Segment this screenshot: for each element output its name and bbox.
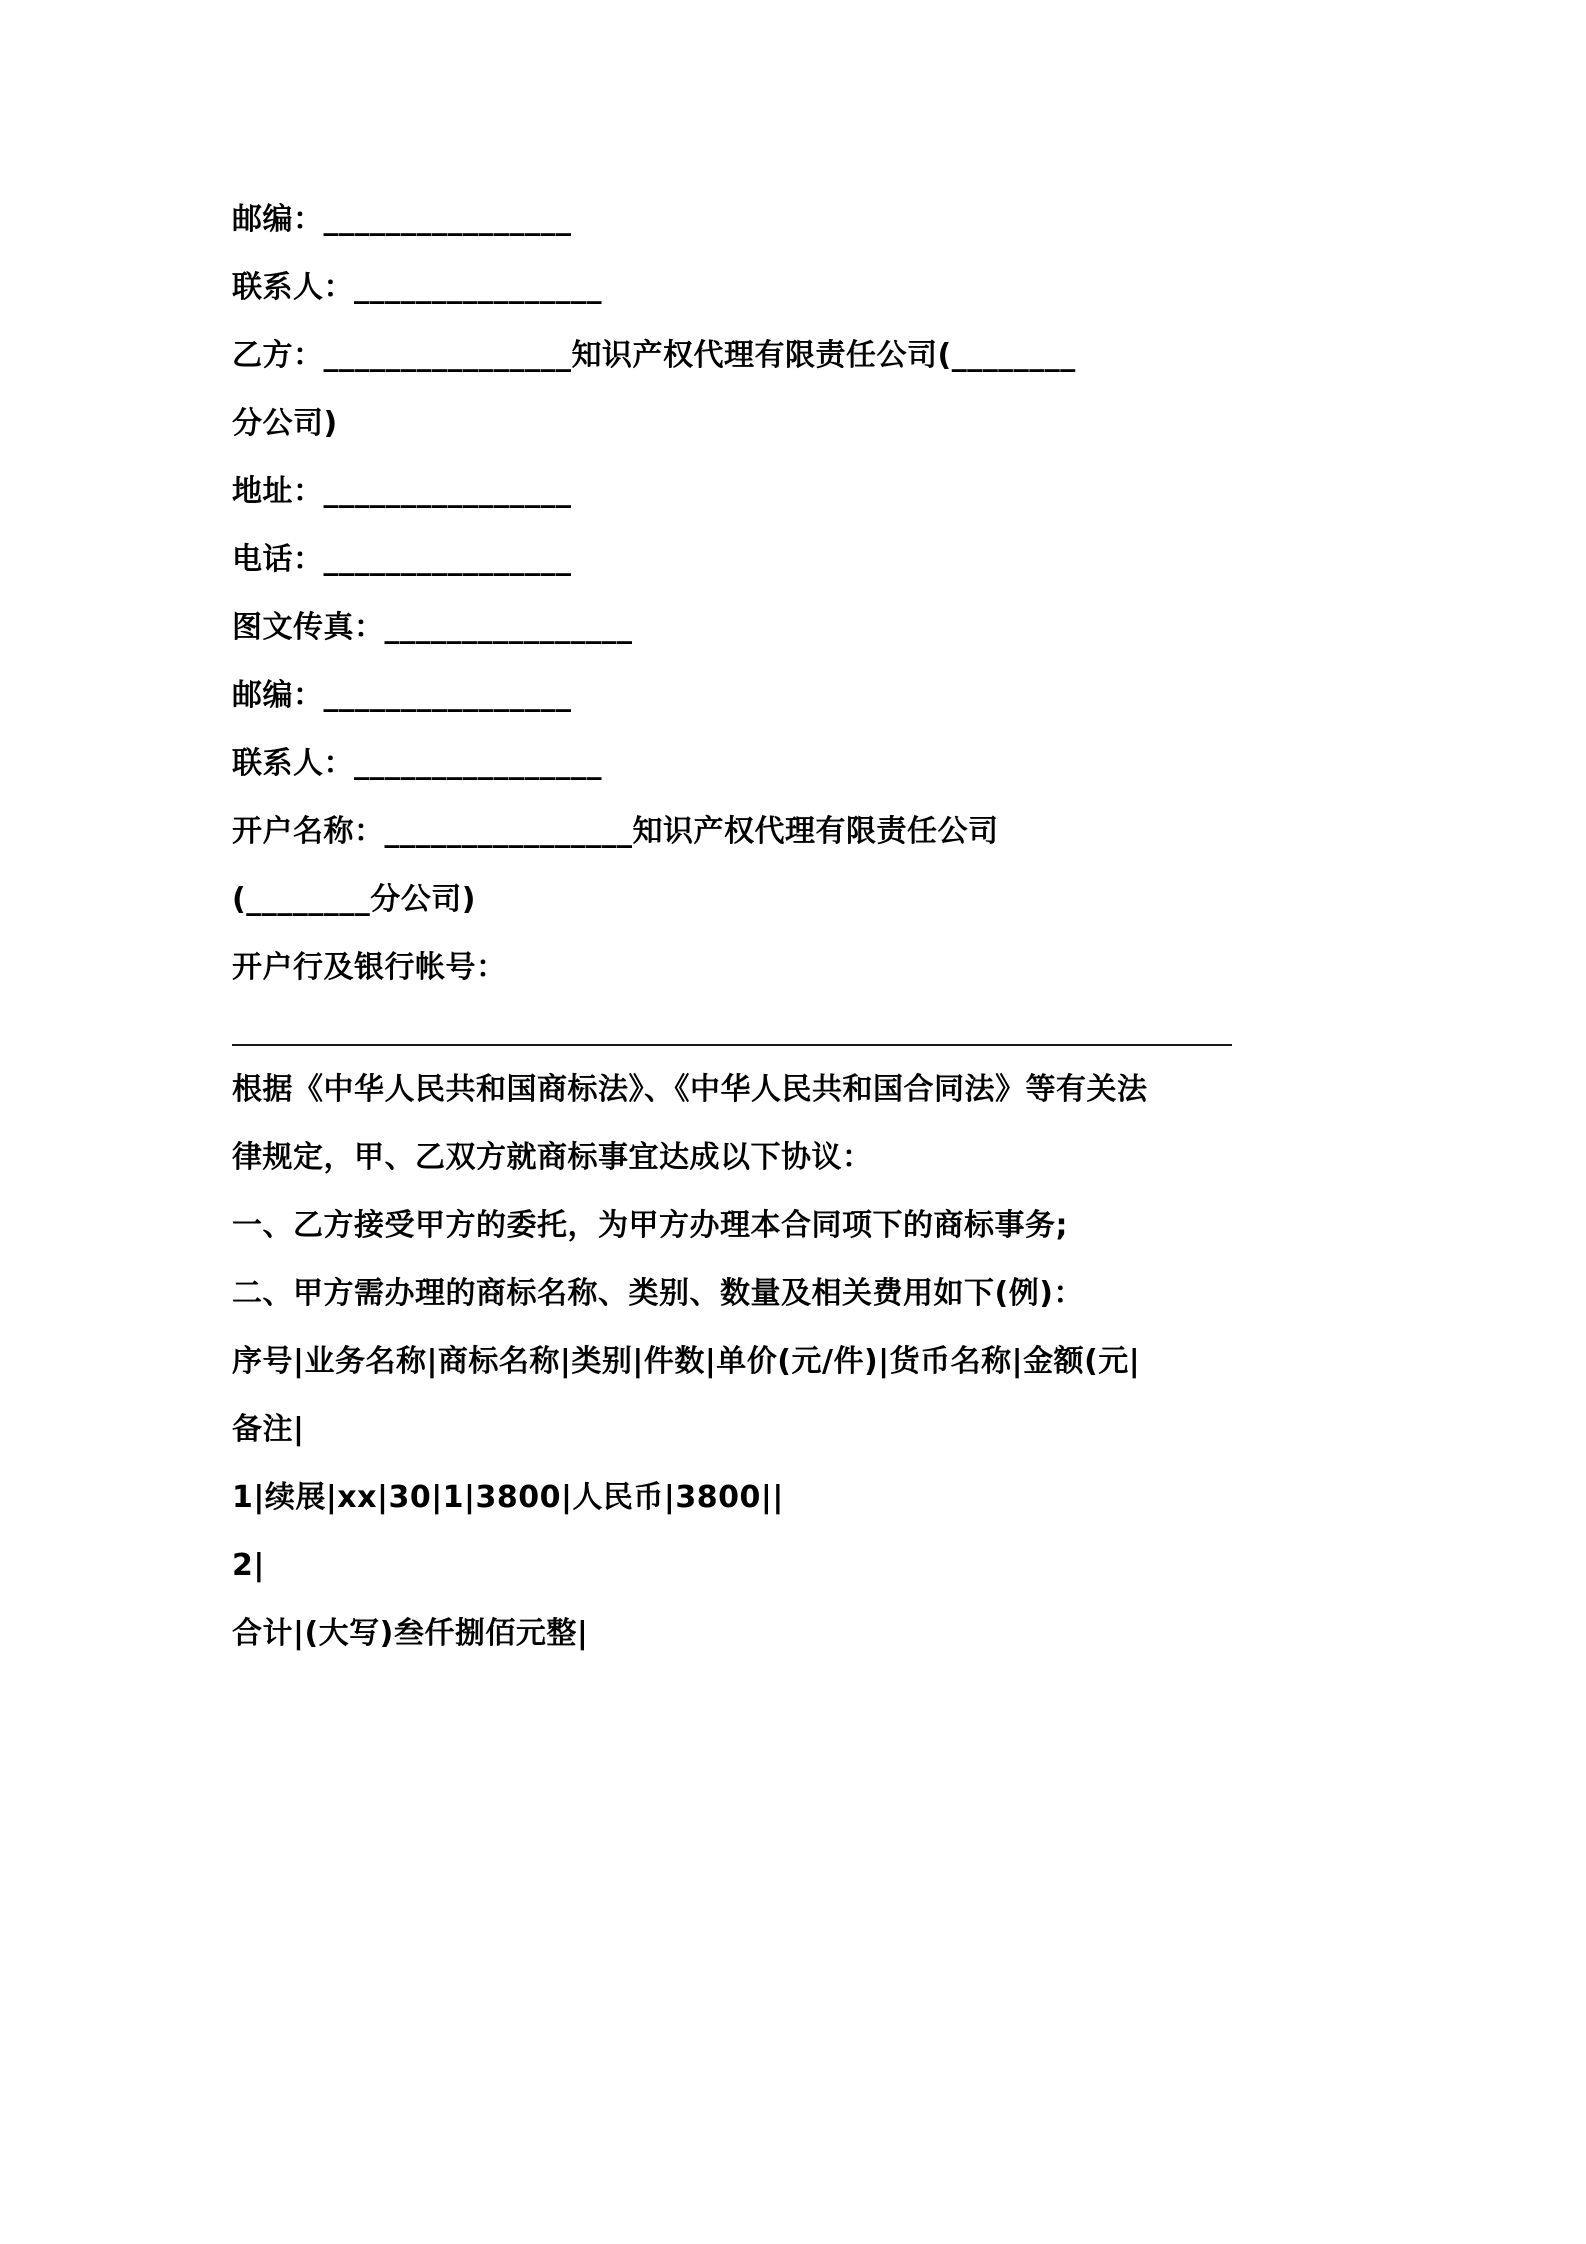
telephone-line: 电话：________________	[232, 542, 572, 577]
table-header-line-2: 备注|	[232, 1412, 305, 1447]
postal-code-line-1: 邮编：________________	[232, 202, 572, 237]
horizontal-divider	[232, 1044, 1232, 1046]
contact-person-line-1: 联系人：________________	[232, 270, 602, 305]
party-b-continuation-line: 分公司)	[232, 406, 338, 441]
table-row-line-2: 2|	[232, 1548, 265, 1583]
legal-basis-line-2: 律规定，甲、乙双方就商标事宜达成以下协议：	[232, 1140, 873, 1175]
table-header-line-1: 序号|业务名称|商标名称|类别|件数|单价(元/件)|货币名称|金额(元|	[232, 1344, 1141, 1379]
legal-basis-line-1: 根据《中华人民共和国商标法》、《中华人民共和国合同法》等有关法	[232, 1072, 1148, 1107]
clause-one-line: 一、乙方接受甲方的委托，为甲方办理本合同项下的商标事务;	[232, 1208, 1068, 1243]
fax-line: 图文传真：________________	[232, 610, 633, 645]
account-name-continuation-line: (________分公司)	[232, 882, 476, 917]
party-b-line: 乙方：________________知识产权代理有限责任公司(________	[232, 338, 1076, 373]
table-row-line-1: 1|续展|xx|30|1|3800|人民币|3800||	[232, 1480, 784, 1515]
clause-two-line: 二、甲方需办理的商标名称、类别、数量及相关费用如下(例)：	[232, 1276, 1084, 1311]
table-total-line: 合计|(大写)叁仟捌佰元整|	[232, 1616, 589, 1651]
postal-code-line-2: 邮编：________________	[232, 678, 572, 713]
account-name-line: 开户名称：________________知识产权代理有限责任公司	[232, 814, 999, 849]
document-content	[232, 186, 1352, 1668]
address-line: 地址：________________	[232, 474, 572, 509]
contact-person-line-2: 联系人：________________	[232, 746, 602, 781]
bank-account-line: 开户行及银行帐号：	[232, 950, 507, 985]
